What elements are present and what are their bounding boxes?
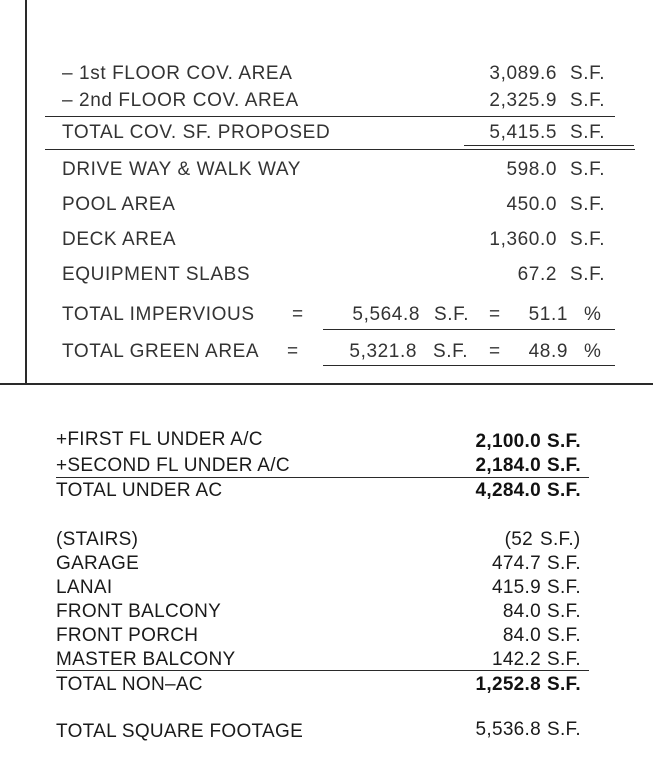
total-green-label: TOTAL GREEN AREA xyxy=(62,341,260,362)
row-unit: S.F. xyxy=(547,553,581,574)
total-green-percent: 48.9 xyxy=(528,341,568,362)
row-label: MASTER BALCONY xyxy=(56,649,236,670)
row-unit: S.F. xyxy=(547,431,581,452)
row-unit: S.F.) xyxy=(540,529,581,550)
rule-above-total-non-ac xyxy=(56,670,589,671)
total-covered-unit: S.F. xyxy=(570,122,606,143)
rule-below-total-covered xyxy=(45,149,635,150)
total-impervious-label: TOTAL IMPERVIOUS xyxy=(62,304,255,325)
equals-sign: = xyxy=(489,341,501,362)
underline-total-impervious xyxy=(323,329,615,330)
total-green-unit: S.F. xyxy=(433,341,469,362)
row-value: 2,100.0 xyxy=(475,431,541,452)
row-value: 1,360.0 xyxy=(489,229,557,250)
row-value: 2,325.9 xyxy=(489,90,557,111)
row-unit: S.F. xyxy=(570,90,606,111)
row-unit: S.F. xyxy=(547,601,581,622)
row-unit: S.F. xyxy=(570,229,606,250)
row-unit: S.F. xyxy=(570,264,606,285)
equals-sign: = xyxy=(489,304,501,325)
row-unit: S.F. xyxy=(570,194,606,215)
row-label: DECK AREA xyxy=(62,229,177,250)
row-value: 415.9 xyxy=(491,577,541,598)
total-under-ac-value: 4,284.0 xyxy=(475,480,541,501)
frame-bottom-border xyxy=(0,383,653,385)
row-label: (STAIRS) xyxy=(56,529,139,550)
row-value: 3,089.6 xyxy=(489,63,557,84)
row-value: 598.0 xyxy=(506,159,557,180)
frame-left-border xyxy=(25,0,27,384)
double-underline-top xyxy=(464,145,634,146)
row-unit: S.F. xyxy=(547,649,581,670)
row-value: 2,184.0 xyxy=(475,455,541,476)
total-covered-value: 5,415.5 xyxy=(489,122,557,143)
row-value: 474.7 xyxy=(491,553,541,574)
row-label: FRONT PORCH xyxy=(56,625,199,646)
underline-total-green xyxy=(323,365,615,366)
row-label: – 2nd FLOOR COV. AREA xyxy=(62,90,299,111)
row-value: 84.0 xyxy=(502,625,541,646)
row-label: +SECOND FL UNDER A/C xyxy=(56,455,290,476)
total-under-ac-unit: S.F. xyxy=(547,480,581,501)
row-value: 84.0 xyxy=(502,601,541,622)
row-value: (52 xyxy=(504,529,533,550)
row-label: FRONT BALCONY xyxy=(56,601,222,622)
row-unit: S.F. xyxy=(547,455,581,476)
equals-sign: = xyxy=(292,304,304,325)
row-unit: S.F. xyxy=(570,159,606,180)
row-value: 67.2 xyxy=(517,264,557,285)
row-label: DRIVE WAY & WALK WAY xyxy=(62,159,301,180)
total-square-footage-unit: S.F. xyxy=(547,719,581,740)
row-label: POOL AREA xyxy=(62,194,176,215)
row-label: +FIRST FL UNDER A/C xyxy=(56,429,263,450)
row-label: EQUIPMENT SLABS xyxy=(62,264,251,285)
total-square-footage-label: TOTAL SQUARE FOOTAGE xyxy=(56,721,304,742)
total-non-ac-value: 1,252.8 xyxy=(475,674,541,695)
row-unit: S.F. xyxy=(547,577,581,598)
row-unit: S.F. xyxy=(570,63,606,84)
total-covered-label: TOTAL COV. SF. PROPOSED xyxy=(62,122,331,143)
row-label: LANAI xyxy=(56,577,113,598)
total-non-ac-unit: S.F. xyxy=(547,674,581,695)
rule-above-total-under-ac xyxy=(56,477,589,478)
row-label: GARAGE xyxy=(56,553,140,574)
equals-sign: = xyxy=(287,341,299,362)
rule-above-total-covered xyxy=(45,116,615,117)
percent-sign: % xyxy=(584,341,602,362)
row-label: – 1st FLOOR COV. AREA xyxy=(62,63,293,84)
percent-sign: % xyxy=(584,304,602,325)
total-green-value: 5,321.8 xyxy=(349,341,417,362)
total-impervious-unit: S.F. xyxy=(434,304,470,325)
row-value: 450.0 xyxy=(506,194,557,215)
total-impervious-value: 5,564.8 xyxy=(352,304,420,325)
total-under-ac-label: TOTAL UNDER AC xyxy=(56,480,223,501)
row-value: 142.2 xyxy=(491,649,541,670)
total-square-footage-value: 5,536.8 xyxy=(475,719,541,740)
total-non-ac-label: TOTAL NON–AC xyxy=(56,674,203,695)
total-impervious-percent: 51.1 xyxy=(528,304,568,325)
row-unit: S.F. xyxy=(547,625,581,646)
